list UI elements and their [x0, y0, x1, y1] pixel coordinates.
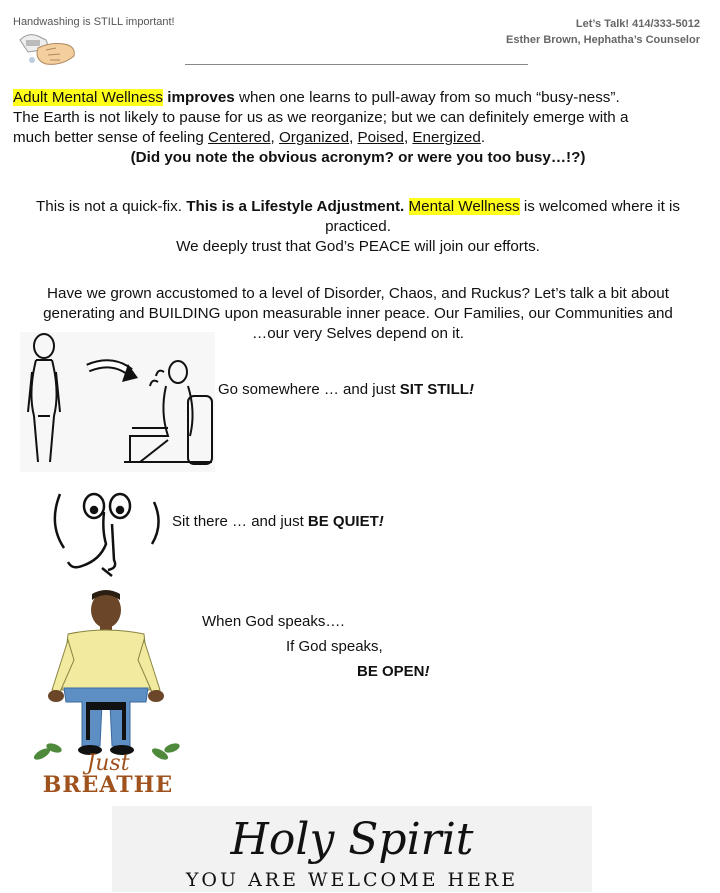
- lifestyle-adjustment: This is a Lifestyle Adjustment.: [186, 198, 405, 215]
- sit-still-illustration: [20, 332, 215, 472]
- be-quiet-text: Sit there … and just BE QUIET!: [172, 513, 384, 530]
- mental-wellness-highlight: Adult Mental Wellness: [13, 89, 163, 106]
- word-centered: Centered: [208, 129, 271, 146]
- handwashing-graphic: [16, 30, 80, 72]
- lifestyle-line-3: We deeply trust that God’s PEACE will join our efforts.: [176, 238, 540, 255]
- intro-paragraph: [13, 88, 703, 168]
- word-organized: Organized: [278, 129, 350, 146]
- disorder-line-1: Have we grown accustomed to a level of Disorder, Chaos, and Ruckus? Let’s talk a bit about: [47, 285, 669, 302]
- holy-spirit-script: Holy Spirit: [230, 814, 474, 865]
- just-word: Just: [86, 751, 130, 776]
- welcome-subtitle: YOU ARE WELCOME HERE: [185, 869, 519, 891]
- intro-line-2: The Earth is not likely to pause for us as we reorganize; but we can definitely emerge with a: [13, 109, 629, 126]
- holy-spirit-banner: [112, 806, 592, 892]
- be-quiet-illustration: [42, 484, 170, 580]
- header-rule: [185, 64, 528, 65]
- word-poised: Poised: [357, 129, 404, 146]
- intro-line-1-rest: when one learns to pull-away from so much “busy-ness”.: [238, 89, 620, 106]
- intro-line-3: much better sense of feeling Centered, Organized, Poised, Energized.: [13, 129, 486, 146]
- if-god-speaks: If God speaks,: [286, 638, 383, 655]
- breathe-word: BREATHE: [42, 772, 174, 795]
- faucet-icon: [26, 40, 40, 46]
- disorder-line-2: generating and BUILDING upon measurable inner peace. Our Families, our Communities and: [43, 305, 673, 322]
- lifestyle-line-2: practiced.: [325, 218, 391, 235]
- lifestyle-paragraph: [13, 197, 703, 257]
- contact-block: [506, 16, 700, 48]
- be-quiet-bold: BE QUIET: [307, 513, 379, 530]
- lifestyle-line-1: This is not a quick-fix. This is a Lifestyle Adjustment. Mental Wellness is welcomed where it is: [35, 198, 681, 215]
- be-open-text: BE OPEN!: [357, 663, 430, 680]
- counselor-line: Esther Brown, Hephatha’s Counselor: [506, 34, 700, 46]
- sit-still-text: Go somewhere … and just SIT STILL!: [218, 381, 474, 398]
- phone-line: Let’s Talk! 414/333-5012: [575, 18, 700, 30]
- mental-wellness-highlight-2: Mental Wellness: [408, 198, 520, 215]
- when-god-speaks: When God speaks….: [202, 613, 345, 630]
- be-open-illustration: [28, 590, 188, 795]
- sit-still-bold: SIT STILL: [399, 381, 469, 398]
- intro-line-1: [13, 88, 703, 108]
- handwashing-note: Handwashing is STILL important!: [13, 16, 175, 28]
- improves-word: improves: [167, 89, 235, 106]
- word-energized: Energized: [412, 129, 481, 146]
- acronym-note: (Did you note the obvious acronym? or were you too busy…!?): [130, 149, 586, 166]
- shush-face-icon: [55, 494, 159, 576]
- seated-man-icon: [48, 590, 164, 755]
- disorder-line-3: …our very Selves depend on it.: [252, 325, 464, 342]
